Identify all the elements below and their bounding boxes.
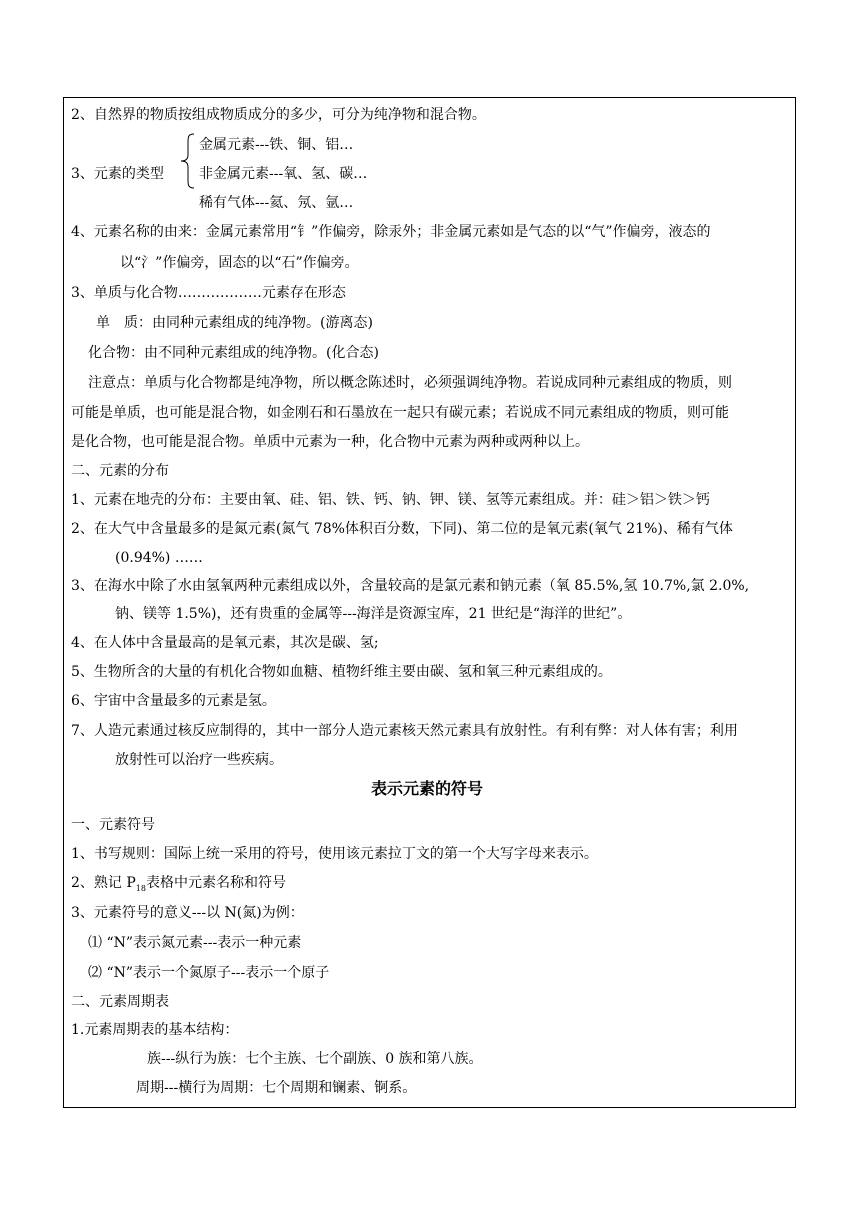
section-title: 表示元素的符号 xyxy=(371,779,484,798)
content-frame xyxy=(63,97,796,1108)
paragraph-line: ⑵ “N”表示一个氮原子---表示一个原子 xyxy=(88,965,330,981)
paragraph-line: 4、在人体中含量最高的是氧元素，其次是碳、氢; xyxy=(71,635,379,651)
paragraph-line: 1、元素在地壳的分布：主要由氧、硅、铝、铁、钙、钠、钾、镁、氢等元素组成。并：硅＞铝＞铁＞钙 xyxy=(71,492,710,508)
paragraph-line: 1、书写规则：国际上统一采用的符号，使用该元素拉丁文的第一个大写字母来表示。 xyxy=(71,846,598,862)
paragraph-line: 4、元素名称的由来：金属元素常用“钅”作偏旁，除汞外；非金属元素如是气态的以“气”作偏旁，液态的 xyxy=(71,224,711,240)
paragraph-line: 3、元素符号的意义---以 N(氮)为例： xyxy=(71,905,304,921)
element-type-noble-gas: 稀有气体---氦、氖、氩… xyxy=(199,195,354,211)
paragraph-line: 是化合物，也可能是混合物。单质中元素为一种，化合物中元素为两种或两种以上。 xyxy=(71,434,589,450)
section-heading: 二、元素周期表 xyxy=(71,994,169,1010)
paragraph-line: 族---纵行为族：七个主族、七个副族、0 族和第八族。 xyxy=(147,1051,483,1067)
paragraph-line: 可能是单质，也可能是混合物，如金刚石和石墨放在一起只有碳元素；若说成不同元素组成的物质，则可能 xyxy=(71,405,729,421)
paragraph-line: ⑴ “N”表示氮元素---表示一种元素 xyxy=(88,935,302,951)
paragraph-line: 以“氵”作偏旁，固态的以“石”作偏旁。 xyxy=(120,255,359,271)
paragraph-line: 2、在大气中含量最多的是氮元素(氮气 78%体积百分数，下同)、第二位的是氧元素(氧气 21%)、稀有气体 xyxy=(71,521,733,537)
element-type-nonmetal: 非金属元素---氧、氢、碳… xyxy=(199,166,368,182)
paragraph-line: 7、人造元素通过核反应制得的，其中一部分人造元素核天然元素具有放射性。有利有弊：对人体有害；利用 xyxy=(71,723,738,739)
paragraph-line: 3、在海水中除了水由氢氧两种元素组成以外，含量较高的是氯元素和钠元素（氧 85.5%,氢 10.7%,氯 2.0%, xyxy=(71,578,750,594)
paragraph-line: 放射性可以治疗一些疾病。 xyxy=(115,752,283,768)
section-heading: 一、元素符号 xyxy=(71,817,155,833)
line-text: 2、熟记 P xyxy=(71,875,136,891)
paragraph-line: 1.元素周期表的基本结构： xyxy=(71,1022,239,1038)
brace-icon xyxy=(180,133,196,189)
element-type-metal: 金属元素---铁、铜、铝… xyxy=(199,137,354,153)
paragraph-line: (0.94%) …… xyxy=(115,550,203,566)
section-heading: 二、元素的分布 xyxy=(71,463,169,479)
paragraph-line: 5、生物所含的大量的有机化合物如血糖、植物纤维主要由碳、氢和氧三种元素组成的。 xyxy=(71,664,612,680)
element-type-heading: 3、元素的类型 xyxy=(71,166,164,182)
line-text: 表格中元素名称和符号 xyxy=(145,875,286,891)
subscript: 18 xyxy=(135,883,146,893)
paragraph-line: 单 质：由同种元素组成的纯净物。(游离态) xyxy=(96,315,373,331)
paragraph-line: 化合物：由不同种元素组成的纯净物。(化合态) xyxy=(88,345,379,361)
paragraph-line: 注意点：单质与化合物都是纯净物，所以概念陈述时，必须强调纯净物。若说成同种元素组成的物质，则 xyxy=(88,375,732,391)
paragraph-line: 3、单质与化合物………………元素存在形态 xyxy=(71,285,346,301)
paragraph-line: 周期---横行为周期：七个周期和镧素、锕系。 xyxy=(136,1080,417,1096)
paragraph-line xyxy=(71,874,286,898)
paragraph-line: 6、宇宙中含量最多的元素是氢。 xyxy=(71,693,276,709)
paragraph-line: 2、自然界的物质按组成物质成分的多少，可分为纯净物和混合物。 xyxy=(71,107,486,123)
paragraph-line: 钠、镁等 1.5%)，还有贵重的金属等---海洋是资源宝库，21 世纪是“海洋的世纪”。 xyxy=(115,606,632,622)
